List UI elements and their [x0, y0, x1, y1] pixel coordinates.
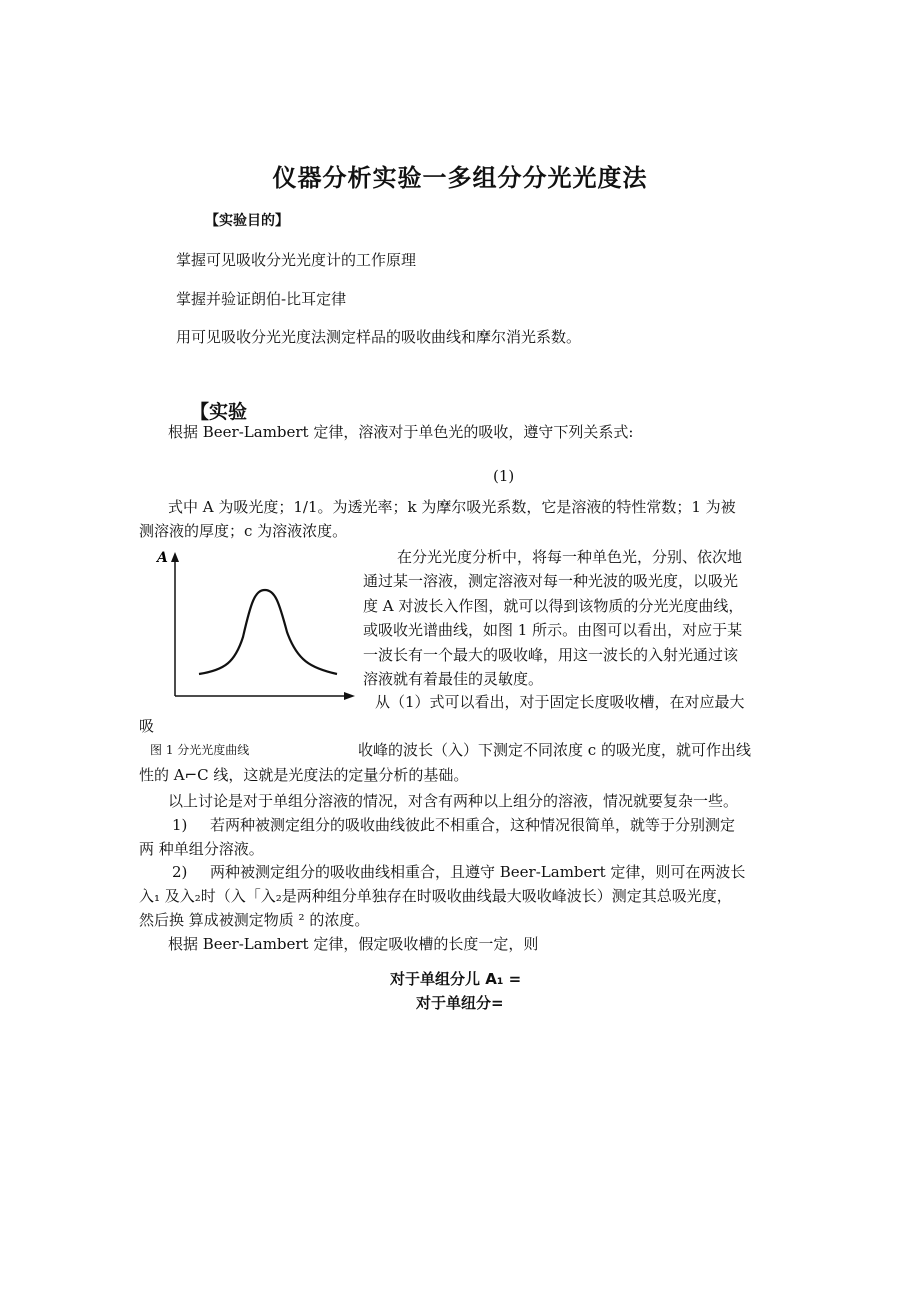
x-axis-arrow — [344, 692, 355, 700]
line-linear: 性的 A⌐C 线，这就是光度法的定量分析的基础。 — [139, 766, 469, 784]
line-after-caption: 收峰的波长（入）下测定不同浓度 c 的吸光度，就可作出线 — [358, 741, 751, 759]
item-1-line-1: 若两种被测定组分的吸收曲线彼此不相重合，这种情况很简单，就等于分别测定 — [210, 816, 736, 834]
formula-single-component-2: 对于单纽分= — [416, 994, 504, 1012]
paragraph-assumption: 根据 Beer-Lambert 定律，假定吸收槽的长度一定，则 — [168, 935, 539, 953]
page-title: 仪器分析实验一多组分分光光度法 — [272, 164, 648, 192]
y-axis-arrow — [171, 552, 179, 562]
formula-single-component: 对于单组分儿 A₁ = — [390, 970, 522, 988]
paragraph-intro: 根据 Beer-Lambert 定律，溶液对于单色光的吸收，遵守下列关系式: — [168, 423, 634, 441]
wrap-line-8: 吸 — [139, 717, 155, 735]
wrap-line-4: 或吸收光谱曲线，如图 1 所示。由图可以看出，对应于某 — [363, 621, 743, 639]
paragraph-definition-line-1: 式中 A 为吸光度；1/1。为透光率；k 为摩尔吸光系数，它是溶液的特性常数；1 为被 — [168, 498, 736, 516]
purpose-item-2: 掌握并验证朗伯-比耳定律 — [176, 290, 347, 308]
purpose-item-3: 用可见吸收分光光度法测定样品的吸收曲线和摩尔消光系数。 — [176, 328, 582, 346]
item-2-line-3: 然后换 算成被测定物质 ² 的浓度。 — [139, 911, 370, 929]
wrap-line-7: 从（1）式可以看出，对于固定长度吸收槽，在对应最大 — [375, 693, 745, 711]
item-1-number: 1) — [172, 816, 188, 834]
y-axis-label: A — [157, 550, 168, 566]
equation-label: (1) — [493, 467, 515, 485]
section-heading-purpose: 【实验目的】 — [205, 213, 289, 229]
absorption-curve-figure — [145, 542, 360, 702]
item-2-line-2: 入₁ 及入₂时（入「入₂是两种组分单独存在时吸收曲线最大吸收峰波长）测定其总吸光度， — [139, 887, 732, 905]
section-heading-principle: 【实验 — [190, 401, 248, 423]
purpose-item-1: 掌握可见吸收分光光度计的工作原理 — [176, 251, 417, 269]
item-1-line-2: 两 种单组分溶液。 — [139, 840, 264, 858]
absorption-curve — [199, 590, 337, 674]
wrap-line-6: 溶液就有着最佳的灵敏度。 — [363, 670, 544, 688]
wrap-line-2: 通过某一溶液，测定溶液对每一种光波的吸光度，以吸光 — [363, 572, 739, 590]
item-2-number: 2) — [172, 863, 188, 881]
figure-caption: 图 1 分光光度曲线 — [150, 743, 250, 757]
item-2-line-1: 两种被测定组分的吸收曲线相重合，且遵守 Beer-Lambert 定律，则可在两波长 — [210, 863, 746, 881]
wrap-line-3: 度 A 对波长入作图，就可以得到该物质的分光光度曲线， — [363, 597, 744, 615]
paragraph-definition-line-2: 测溶液的厚度；c 为溶液浓度。 — [139, 522, 348, 540]
wrap-line-1: 在分光光度分析中，将每一种单色光，分别、依次地 — [397, 548, 743, 566]
wrap-line-5: 一波长有一个最大的吸收峰，用这一波长的入射光通过该 — [363, 646, 739, 664]
paragraph-multicomponent: 以上讨论是对于单组分溶液的情况，对含有两种以上组分的溶液，情况就要复杂一些。 — [168, 792, 739, 810]
